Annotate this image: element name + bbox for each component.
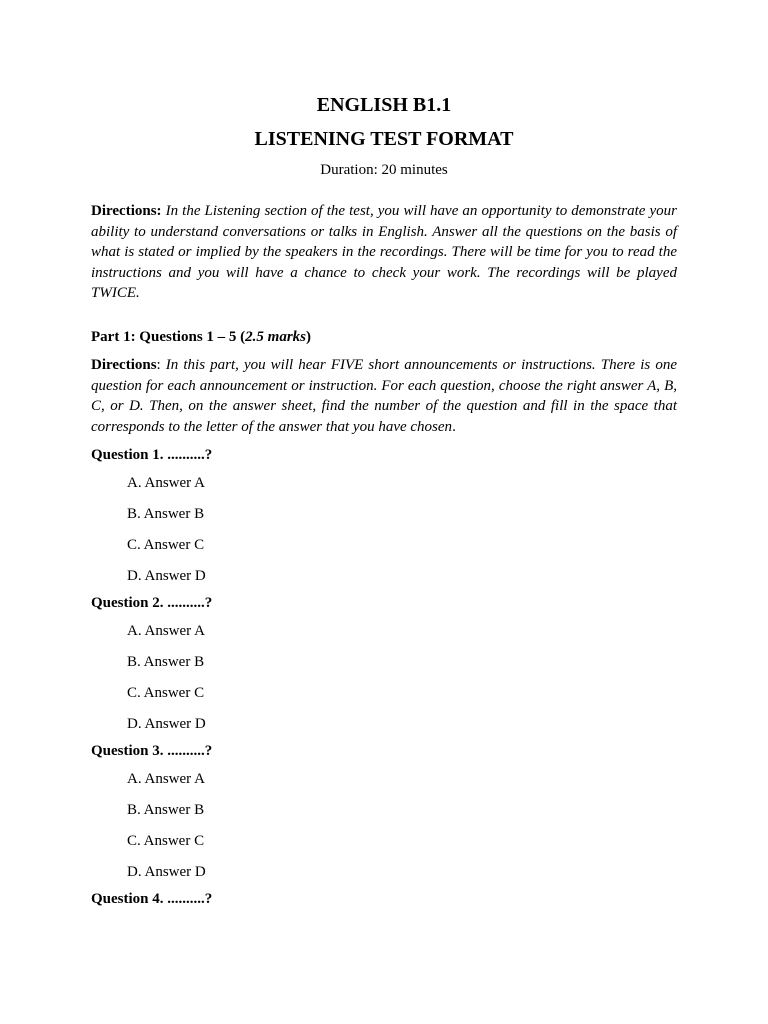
- question-block: [91, 741, 677, 885]
- general-directions-lead: Directions:: [91, 203, 162, 219]
- part1-heading-suffix: ): [306, 328, 311, 345]
- question-block: [91, 445, 677, 589]
- document-subtitle: LISTENING TEST FORMAT: [254, 128, 514, 150]
- question-label: Question 3. ..........?: [91, 743, 213, 760]
- answer-option: A. Answer A: [127, 623, 205, 640]
- answer-option: D. Answer D: [127, 864, 206, 881]
- answer-option: C. Answer C: [127, 537, 205, 554]
- answer-option: B. Answer B: [127, 654, 205, 671]
- answer-option: A. Answer A: [127, 475, 205, 492]
- document-title: ENGLISH B1.1: [316, 94, 452, 116]
- answer-option: D. Answer D: [127, 716, 206, 733]
- question-label: Question 4. ..........?: [91, 891, 213, 908]
- answer-options: [91, 769, 677, 885]
- answer-option: D. Answer D: [127, 568, 206, 585]
- answer-option: C. Answer C: [127, 685, 205, 702]
- answer-option: B. Answer B: [127, 506, 205, 523]
- document-page: [91, 92, 677, 909]
- part1-directions: [91, 355, 677, 437]
- part1-directions-end: .: [452, 418, 456, 435]
- answer-option: C. Answer C: [127, 833, 205, 850]
- question-label: Question 2. ..........?: [91, 595, 213, 612]
- answer-option: A. Answer A: [127, 771, 205, 788]
- test-duration: Duration: 20 minutes: [320, 162, 448, 178]
- part1-heading-marks: 2.5 marks: [245, 328, 306, 345]
- part1-directions-text: In this part, you will hear FIVE short announcements or instructions. There is one question for each announcement or instruction. For each question, choose the right answer A, B, C, or D. Then, on the answer sheet, find the number of the question and fill in the space that corresponds to the letter of the answer that you have chosen: [91, 356, 678, 435]
- part1-directions-lead: Directions: [91, 356, 157, 373]
- general-directions-text: In the Listening section of the test, you will have an opportunity to demonstrate your ability to understand conversations or talks in English. Answer all the questions on the basis of what is stated or implied by the speakers in the recordings. There will be time for you to read the instructions and you will have a chance to check your work. The recordings will be played TWICE.: [91, 203, 677, 302]
- general-directions: [91, 201, 677, 304]
- part1-heading-prefix: Part 1: Questions 1 – 5 (: [91, 328, 246, 345]
- answer-option: B. Answer B: [127, 802, 205, 819]
- part1-directions-colon: :: [156, 356, 166, 373]
- question-block: [91, 593, 677, 737]
- question-block: [91, 889, 677, 909]
- question-label: Question 1. ..........?: [91, 447, 213, 464]
- answer-options: [91, 621, 677, 737]
- part1-heading: [91, 327, 677, 347]
- answer-options: [91, 473, 677, 589]
